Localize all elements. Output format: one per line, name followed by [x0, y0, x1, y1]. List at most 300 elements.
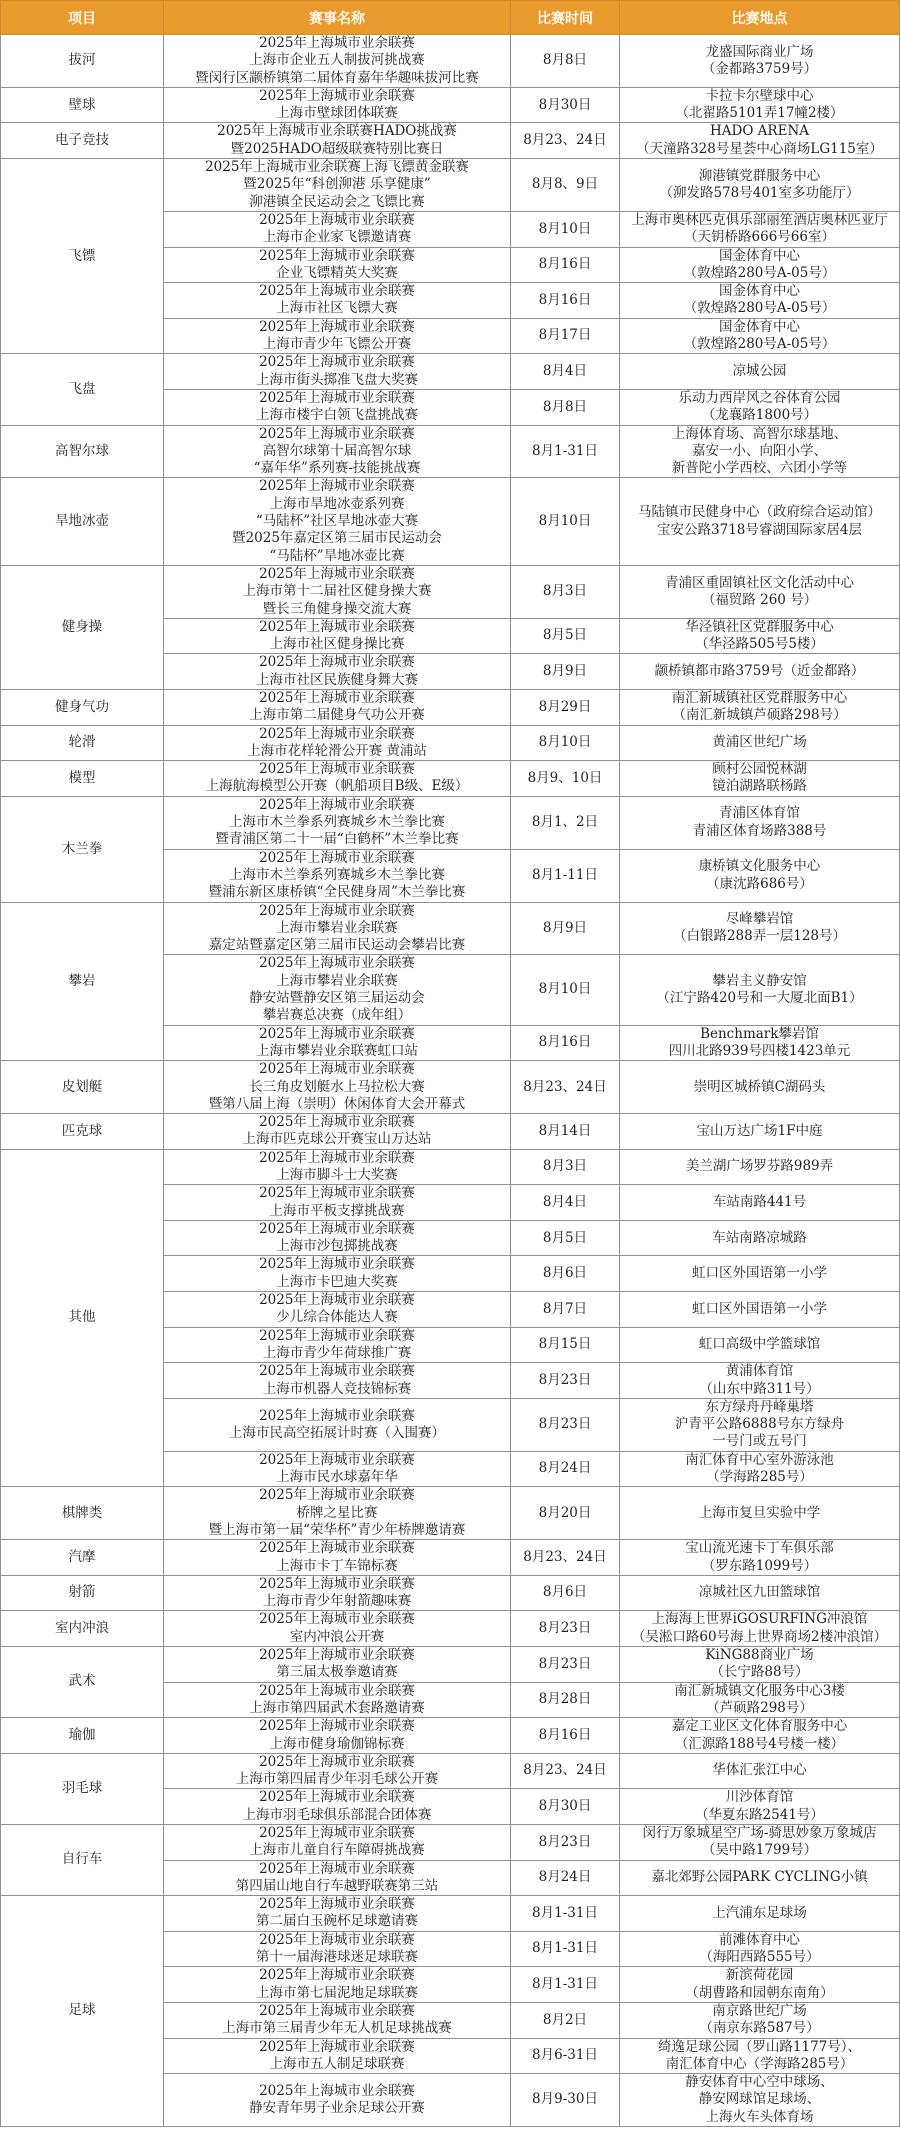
event-name-cell	[164, 689, 511, 725]
event-name-line: 2025年上海城市业余联赛	[259, 1327, 415, 1344]
table-row	[1, 1611, 900, 1647]
event-time-cell: 8月29日	[511, 689, 620, 725]
event-name-line: 2025年上海城市业余联赛	[259, 1220, 415, 1237]
event-name-line: 上海市街头掷准飞盘大奖赛	[256, 371, 418, 388]
category-cell: 匹克球	[1, 1114, 164, 1150]
event-location-line: 颛桥镇都市路3759号（近金都路）	[654, 663, 865, 680]
event-time-cell: 8月10日	[511, 478, 620, 565]
event-name-line: 2025年上海城市业余联赛	[259, 1292, 415, 1309]
event-name-line: 上海市旱地冰壶系列赛	[269, 495, 405, 512]
event-location-cell	[620, 87, 900, 123]
event-time-cell: 8月5日	[511, 618, 620, 654]
event-name-line: 上海市企业家飞镖邀请赛	[262, 229, 412, 246]
event-time-cell: 8月23日	[511, 1363, 620, 1399]
table-row	[1, 796, 900, 849]
event-location-cell	[620, 1025, 900, 1061]
event-location-line: 前滩体育中心	[719, 1931, 800, 1948]
category-cell: 飞镖	[1, 159, 164, 354]
event-location-line: 凉城社区九田篮球馆	[698, 1584, 821, 1601]
table-header	[1, 1, 900, 35]
event-name-line: 嘉定站暨嘉定区第三届市民运动会攀岩比赛	[208, 937, 466, 954]
event-time-cell: 8月1、2日	[511, 796, 620, 849]
event-location-line: 国金体育中心	[719, 318, 800, 335]
event-location-cell	[620, 1647, 900, 1683]
event-location-line: （华夏东路2541号）	[695, 1806, 824, 1823]
event-location-line: 车站南路441号	[712, 1193, 807, 1210]
table-row	[1, 725, 900, 761]
category-cell: 汽摩	[1, 1540, 164, 1576]
event-location-line: 上海体育场、高智尔球基地、	[671, 425, 848, 442]
table-row	[1, 159, 900, 212]
event-name-cell	[164, 1718, 511, 1754]
event-name-line: 上海市第四届武术套路邀请赛	[249, 1699, 425, 1716]
event-name-cell	[164, 654, 511, 690]
category-cell: 瑜伽	[1, 1718, 164, 1754]
category-cell: 攀岩	[1, 902, 164, 1061]
event-name-cell	[164, 318, 511, 354]
event-location-line: （北翟路5101弄17幢2楼）	[675, 105, 844, 122]
event-location-cell	[620, 689, 900, 725]
category-cell: 健身操	[1, 565, 164, 689]
table-row	[1, 1753, 900, 1789]
event-location-line: 上海市复旦实验中学	[698, 1504, 821, 1521]
event-name-line: 上海市民高空拓展计时赛（入围赛）	[229, 1424, 445, 1441]
event-name-cell	[164, 1398, 511, 1451]
table-row	[1, 1540, 900, 1576]
event-name-cell	[164, 389, 511, 425]
event-name-cell	[164, 247, 511, 283]
event-time-cell: 8月4日	[511, 354, 620, 390]
table-row	[1, 1061, 900, 1114]
event-location-line: （敦煌路280号A-05号）	[683, 300, 836, 317]
event-time-cell: 8月8、9日	[511, 159, 620, 212]
event-location-line: 南京路世纪广场	[712, 2002, 807, 2019]
event-location-line: 静安体育中心空中球场、	[685, 2074, 834, 2091]
event-name-line: 第十一届海港球迷足球联赛	[256, 1949, 418, 1966]
category-cell: 旱地冰壶	[1, 478, 164, 565]
category-cell: 足球	[1, 1896, 164, 2127]
event-name-line: 暨闵行区颛桥镇第二届体育嘉年华趣味拔河比赛	[195, 69, 479, 86]
event-name-line: 2025年上海城市业余联赛	[259, 902, 415, 919]
event-location-line: 沪青平公路6888号东方绿舟	[674, 1416, 845, 1433]
event-time-cell: 8月24日	[511, 1451, 620, 1487]
event-location-line: KiNG88商业广场	[705, 1647, 814, 1664]
event-name-line: “马陆杯”社区旱地冰壶大赛	[255, 513, 419, 530]
event-location-line: （南汇新城镇芦硕路298号）	[672, 707, 847, 724]
event-location-cell	[620, 1967, 900, 2003]
event-time-cell: 8月23日	[511, 1824, 620, 1860]
event-name-cell	[164, 761, 511, 797]
event-location-line: 凉城公园	[732, 362, 787, 379]
event-name-line: 上海市社区民族健身舞大赛	[256, 671, 418, 688]
event-location-cell	[620, 796, 900, 849]
event-name-line: 暨第八届上海（崇明）休闲体育大会开幕式	[208, 1095, 466, 1112]
event-name-cell	[164, 35, 511, 88]
event-location-line: （长宁路88号）	[710, 1664, 809, 1681]
event-location-cell	[620, 1540, 900, 1576]
event-name-cell	[164, 955, 511, 1025]
event-location-line: 南汇体育中心室外游泳池	[685, 1451, 834, 1468]
event-name-line: 2025年上海城市业余联赛	[259, 318, 415, 335]
event-name-cell	[164, 478, 511, 565]
event-location-line: （江宁路420号和一大厦北面B1）	[656, 990, 863, 1007]
event-time-cell: 8月1-11日	[511, 849, 620, 902]
event-name-line: 室内冲浪公开赛	[289, 1628, 385, 1645]
event-location-line: 四川北路939号四楼1423单元	[668, 1042, 851, 1059]
event-time-cell: 8月16日	[511, 247, 620, 283]
event-name-cell	[164, 2002, 511, 2038]
event-time-cell: 8月17日	[511, 318, 620, 354]
event-location-cell	[620, 1061, 900, 1114]
event-time-cell: 8月23、24日	[511, 1540, 620, 1576]
event-location-line: （白银路288弄一层128号）	[672, 928, 847, 945]
event-location-cell	[620, 211, 900, 247]
table-row	[1, 87, 900, 123]
event-name-line: 暨青浦区第二十一届“白鹤杯”木兰拳比赛	[215, 831, 459, 848]
event-name-line: 2025年上海城市业余联赛	[259, 725, 415, 742]
event-name-line: 2025年上海城市业余联赛	[259, 1789, 415, 1806]
event-time-cell: 8月3日	[511, 565, 620, 618]
event-location-cell	[620, 1114, 900, 1150]
table-row	[1, 1149, 900, 1185]
category-cell: 自行车	[1, 1824, 164, 1895]
event-location-line: 上汽浦东足球场	[712, 1904, 807, 1921]
event-name-line: 2025年上海城市业余联赛	[259, 849, 415, 866]
event-location-line: 攀岩主义静安馆	[712, 972, 807, 989]
event-name-cell	[164, 1220, 511, 1256]
category-cell: 武术	[1, 1647, 164, 1718]
event-location-cell	[620, 1718, 900, 1754]
event-location-line: （华泾路505号5楼）	[695, 636, 824, 653]
event-time-cell: 8月6-31日	[511, 2038, 620, 2074]
event-location-line: （敦煌路280号A-05号）	[683, 336, 836, 353]
event-location-line: （海阳西路555号）	[699, 1949, 820, 1966]
event-name-line: 上海市壁球团体联赛	[276, 105, 398, 122]
event-name-cell	[164, 2038, 511, 2074]
event-name-line: 2025年上海城市业余联赛	[259, 1114, 415, 1131]
event-location-cell	[620, 159, 900, 212]
event-name-line: 上海市卡巴迪大奖赛	[276, 1273, 398, 1290]
event-location-line: （山东中路311号）	[699, 1380, 820, 1397]
event-time-cell: 8月9-30日	[511, 2074, 620, 2127]
event-name-line: 上海市脚斗士大奖赛	[276, 1167, 398, 1183]
event-name-cell	[164, 1327, 511, 1363]
event-location-line: 镜泊湖路联杨路	[712, 778, 807, 795]
event-location-cell	[620, 1256, 900, 1292]
event-name-line: 上海市花样轮滑公开赛 黄浦站	[247, 742, 427, 759]
event-time-cell: 8月7日	[511, 1292, 620, 1328]
event-name-cell	[164, 1647, 511, 1683]
event-name-cell	[164, 1860, 511, 1896]
event-location-line: （天钥桥路666号66室）	[684, 229, 835, 246]
event-time-cell: 8月9、10日	[511, 761, 620, 797]
event-name-line: 上海市社区健身操比赛	[269, 636, 405, 653]
event-name-line: 攀岩赛总决赛（成年组）	[262, 1007, 412, 1024]
event-name-line: 泖港镇全民运动会之飞镖比赛	[249, 193, 425, 210]
event-name-line: 上海市儿童自行车障碍挑战赛	[249, 1842, 425, 1859]
table-row	[1, 354, 900, 390]
table-body	[1, 35, 900, 2127]
event-name-line: 2025年上海城市业余联赛	[259, 283, 415, 300]
event-location-line: 国金体育中心	[719, 247, 800, 264]
event-time-cell: 8月1-31日	[511, 1967, 620, 2003]
event-location-line: 黄浦体育馆	[725, 1363, 794, 1380]
event-name-line: 2025年上海城市业余联赛	[259, 1149, 415, 1166]
event-name-cell	[164, 1575, 511, 1611]
event-name-cell	[164, 1967, 511, 2003]
event-location-line: 南汇新城镇文化服务中心3楼	[674, 1682, 845, 1699]
event-name-line: 上海市民水球嘉年华	[276, 1469, 398, 1486]
event-name-line: 2025年上海城市业余联赛	[259, 1931, 415, 1948]
event-time-cell: 8月24日	[511, 1860, 620, 1896]
event-name-line: 2025年上海城市业余联赛	[259, 1967, 415, 1984]
event-location-cell	[620, 725, 900, 761]
event-name-cell	[164, 796, 511, 849]
event-name-line: 2025年上海城市业余联赛	[259, 1824, 415, 1841]
event-time-cell: 8月23、24日	[511, 123, 620, 159]
event-name-line: 上海航海模型公开赛（帆船项目B级、E级）	[205, 778, 469, 795]
event-time-cell: 8月10日	[511, 725, 620, 761]
table-row	[1, 1575, 900, 1611]
table-row	[1, 1114, 900, 1150]
event-location-line: 顾村公园悦林湖	[712, 761, 807, 778]
event-time-cell: 8月16日	[511, 1718, 620, 1754]
event-location-line: 川沙体育馆	[725, 1789, 794, 1806]
event-name-line: 上海市卡丁车锦标赛	[276, 1557, 398, 1574]
event-name-cell	[164, 1896, 511, 1932]
event-name-line: 2025年上海城市业余联赛	[259, 2038, 415, 2055]
event-location-line: 尽峰攀岩馆	[725, 911, 794, 928]
event-location-line: 青浦区重固镇社区文化活动中心	[665, 574, 854, 591]
event-time-cell: 8月1-31日	[511, 425, 620, 478]
table-row	[1, 35, 900, 88]
event-name-cell	[164, 1824, 511, 1860]
event-name-line: 2025年上海城市业余联赛	[259, 478, 415, 495]
event-location-line: （泖发路578号401室多功能厅）	[659, 185, 860, 202]
table-row	[1, 1896, 900, 1932]
event-name-line: 2025年上海城市业余联赛	[259, 425, 415, 442]
event-location-cell	[620, 354, 900, 390]
event-location-line: 卡拉卡尔壁球中心	[705, 87, 814, 104]
event-name-line: 2025年上海城市业余联赛HADO挑战赛	[217, 123, 457, 140]
category-cell: 电子竞技	[1, 123, 164, 159]
event-name-line: 2025年上海城市业余联赛	[259, 1575, 415, 1592]
event-location-cell	[620, 1327, 900, 1363]
event-location-line: 国金体育中心	[719, 283, 800, 300]
event-location-line: 嘉安一小、向阳小学、	[692, 442, 827, 459]
event-location-line: 上海火车头体育场	[705, 2108, 814, 2125]
event-location-cell	[620, 1611, 900, 1647]
event-time-cell: 8月3日	[511, 1149, 620, 1185]
event-name-cell	[164, 1061, 511, 1114]
event-location-line: （吴淞口路60号海上世界商场2楼冲浪馆）	[631, 1628, 888, 1645]
category-cell: 其他	[1, 1149, 164, 1487]
event-name-line: 2025年上海城市业余联赛	[259, 211, 415, 228]
category-cell: 健身气功	[1, 689, 164, 725]
event-location-cell	[620, 1149, 900, 1185]
event-name-cell	[164, 618, 511, 654]
event-name-cell	[164, 1256, 511, 1292]
event-location-line: 青浦区体育场路388号	[692, 822, 827, 839]
event-name-cell	[164, 87, 511, 123]
event-location-cell	[620, 1753, 900, 1789]
header-event-time: 比赛时间	[511, 1, 620, 35]
event-location-line: （天潼路328号星荟中心商场LG115室）	[636, 140, 883, 157]
event-location-line: 宝山万达广场1F中庭	[696, 1122, 823, 1139]
event-time-cell: 8月1-31日	[511, 1896, 620, 1932]
event-name-line: 上海市木兰拳系列赛城乡木兰拳比赛	[229, 814, 445, 831]
event-name-line: 上海市企业五人制拔河挑战赛	[249, 52, 425, 69]
event-location-line: 青浦区体育馆	[719, 805, 800, 822]
event-location-line: （吴中路1799号）	[701, 1842, 818, 1859]
event-location-cell	[620, 1931, 900, 1967]
event-time-cell: 8月28日	[511, 1682, 620, 1718]
event-name-line: 上海市沙包掷挑战赛	[276, 1238, 398, 1255]
event-time-cell: 8月9日	[511, 654, 620, 690]
event-name-line: 2025年上海城市业余联赛上海飞镖黄金联赛	[205, 159, 469, 176]
table-row	[1, 1647, 900, 1683]
event-time-cell: 8月10日	[511, 955, 620, 1025]
event-name-line: 长三角皮划艇水上马拉松大赛	[249, 1078, 425, 1095]
event-location-line: 宝安公路3718号睿湖国际家居4层	[657, 521, 862, 538]
event-name-line: 上海市青少年飞镖公开赛	[262, 336, 412, 353]
table-row	[1, 1824, 900, 1860]
event-name-line: 2025年上海城市业余联赛	[259, 1647, 415, 1664]
event-location-cell	[620, 35, 900, 88]
event-time-cell: 8月20日	[511, 1487, 620, 1540]
event-name-line: 2025年上海城市业余联赛	[259, 1256, 415, 1273]
event-name-line: 2025年上海城市业余联赛	[259, 247, 415, 264]
event-name-line: 2025年上海城市业余联赛	[259, 1718, 415, 1735]
event-name-cell	[164, 1149, 511, 1185]
event-location-cell	[620, 902, 900, 955]
event-time-cell: 8月23日	[511, 1647, 620, 1683]
event-name-cell	[164, 425, 511, 478]
event-name-line: 2025年上海城市业余联赛	[259, 35, 415, 51]
event-time-cell: 8月15日	[511, 1327, 620, 1363]
event-name-line: 2025年上海城市业余联赛	[259, 87, 415, 104]
event-time-cell: 8月10日	[511, 211, 620, 247]
event-name-cell	[164, 902, 511, 955]
header-event-name: 赛事名称	[164, 1, 511, 35]
category-cell: 皮划艇	[1, 1061, 164, 1114]
event-name-line: 上海市第二届健身气功公开赛	[249, 707, 425, 724]
event-location-line: （金都路3759号）	[701, 60, 818, 77]
event-name-cell	[164, 159, 511, 212]
event-name-line: 2025年上海城市业余联赛	[259, 1185, 415, 1202]
event-location-line: （福贸路 260 号）	[701, 591, 818, 608]
event-name-cell	[164, 123, 511, 159]
event-location-line: （汇源路188号4号楼一楼）	[674, 1735, 845, 1752]
event-location-line: （龙襄路1800号）	[701, 407, 818, 424]
event-location-cell	[620, 1220, 900, 1256]
table-row	[1, 1487, 900, 1540]
event-name-line: 2025年上海城市业余联赛	[259, 1025, 415, 1042]
event-location-line: （罗东路1099号）	[701, 1557, 818, 1574]
event-time-cell: 8月16日	[511, 1025, 620, 1061]
event-location-line: 上海市奥林匹克俱乐部丽笙酒店奥林匹亚厅	[631, 211, 888, 228]
event-location-line: 一号门或五号门	[712, 1433, 807, 1450]
header-event-location: 比赛地点	[620, 1, 900, 35]
category-cell: 射箭	[1, 1575, 164, 1611]
event-name-line: 第三届太极拳邀请赛	[276, 1664, 398, 1681]
event-location-cell	[620, 318, 900, 354]
event-name-line: 上海市五人制足球联赛	[269, 2055, 405, 2072]
category-cell: 棋牌类	[1, 1487, 164, 1540]
category-cell: 拔河	[1, 35, 164, 88]
event-location-line: （敦煌路280号A-05号）	[683, 264, 836, 281]
event-location-cell	[620, 761, 900, 797]
event-name-line: 2025年上海城市业余联赛	[259, 1682, 415, 1699]
event-name-cell	[164, 1540, 511, 1576]
event-location-cell	[620, 1398, 900, 1451]
event-location-line: （学海路285号）	[706, 1469, 813, 1486]
event-name-line: 上海市青少年射箭趣味赛	[262, 1593, 412, 1610]
event-name-line: 2025年上海城市业余联赛	[259, 761, 415, 778]
event-name-line: 2025年上海城市业余联赛	[259, 1753, 415, 1770]
event-name-cell	[164, 1931, 511, 1967]
event-time-cell: 8月9日	[511, 902, 620, 955]
header-row	[1, 1, 900, 35]
event-time-cell: 8月30日	[511, 1789, 620, 1825]
event-name-line: 企业飞镖精英大奖赛	[276, 264, 398, 281]
category-cell: 飞盘	[1, 354, 164, 425]
event-location-line: HADO ARENA	[709, 123, 810, 140]
event-location-line: 黄浦区世纪广场	[712, 734, 807, 751]
event-name-line: 2025年上海城市业余联赛	[259, 618, 415, 635]
event-name-line: 第四届山地自行车越野联赛第三站	[235, 1877, 439, 1894]
event-name-line: 2025年上海城市业余联赛	[259, 1860, 415, 1877]
event-name-line: 2025年上海城市业余联赛	[259, 796, 415, 813]
event-name-line: 暨长三角健身操交流大赛	[262, 600, 412, 617]
event-location-line: 龙盛国际商业广场	[705, 43, 814, 60]
event-time-cell: 8月1-31日	[511, 1931, 620, 1967]
event-name-line: 2025年上海城市业余联赛	[259, 1407, 415, 1424]
event-name-line: “嘉年华”系列赛-技能挑战赛	[253, 460, 421, 477]
event-name-line: 静安青年男子业余足球公开赛	[249, 2100, 425, 2117]
event-location-cell	[620, 1292, 900, 1328]
event-name-line: 上海市平板支撑挑战赛	[269, 1202, 405, 1219]
event-name-line: 2025年上海城市业余联赛	[259, 389, 415, 406]
event-time-cell: 8月4日	[511, 1185, 620, 1221]
event-location-cell	[620, 1451, 900, 1487]
event-name-line: 暨2025HADO超级联赛特别比赛日	[230, 140, 444, 157]
event-name-line: 上海市第七届泥地足球联赛	[256, 1984, 418, 2001]
event-name-line: 暨上海市第一届“荣华杯”青少年桥牌邀请赛	[208, 1521, 466, 1538]
event-location-cell	[620, 618, 900, 654]
event-name-line: 2025年上海城市业余联赛	[259, 1451, 415, 1468]
event-name-cell	[164, 565, 511, 618]
event-location-cell	[620, 283, 900, 319]
event-time-cell: 8月23日	[511, 1611, 620, 1647]
event-location-line: （康沈路686号）	[706, 875, 813, 892]
event-location-line: 崇明区城桥镇C湖码头	[693, 1078, 826, 1095]
event-name-line: 上海市攀岩业余联赛虹口站	[256, 1042, 418, 1059]
event-location-line: 新普陀小学西校、六团小学等	[671, 460, 848, 477]
event-location-line: 美兰湖广场罗芬路989弄	[685, 1158, 834, 1175]
event-location-cell	[620, 1682, 900, 1718]
event-name-cell	[164, 354, 511, 390]
event-location-line: 宝山流光速卡丁车俱乐部	[685, 1540, 834, 1557]
category-cell: 羽毛球	[1, 1753, 164, 1824]
event-location-line: 华体汇张江中心	[712, 1762, 807, 1779]
event-name-line: 上海市第十二届社区健身操大赛	[242, 583, 432, 600]
event-time-cell: 8月2日	[511, 2002, 620, 2038]
event-name-line: 上海市机器人竞技锦标赛	[262, 1380, 412, 1397]
event-location-line: 嘉北郊野公园PARK CYCLING小镇	[651, 1869, 868, 1886]
event-name-line: 静安站暨静安区第三届运动会	[249, 990, 425, 1007]
event-location-cell	[620, 1575, 900, 1611]
